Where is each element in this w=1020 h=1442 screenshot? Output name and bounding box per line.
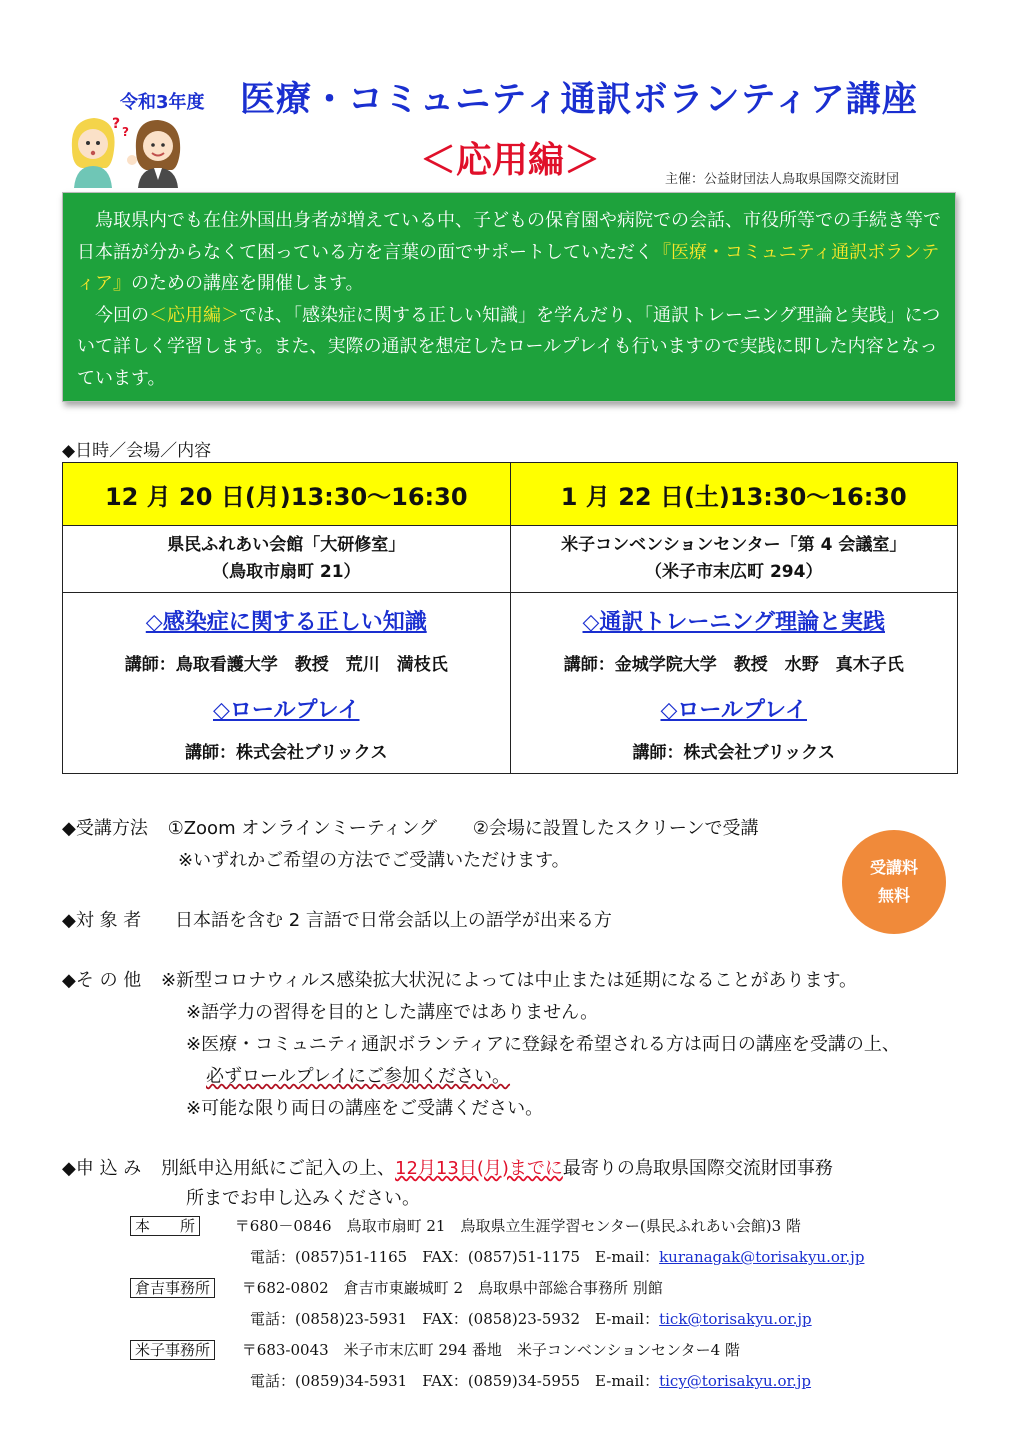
date-row — [63, 463, 958, 526]
page-subtitle: ＜応用編＞ — [420, 140, 601, 181]
intro-text: のための講座を開催します。 — [131, 273, 364, 294]
office-address: 〒683-0043 米子市末広町 294 番地 米子コンベンションセンター4 階 — [241, 1341, 740, 1359]
intro-text: 鳥取県内でも在住外国出身者が増えている中、子どもの保育園や病院での会話、市役所等での手続き等で日本語が分からなくて困っている方を言葉の面でサポートしていただく — [77, 210, 941, 263]
page-title: 医療・コミュニティ通訳ボランティア講座 — [240, 80, 918, 120]
apply-label: ◆申 込 み — [62, 1158, 142, 1179]
office-address: 〒680－0846 鳥取市扇町 21 鳥取県立生涯学習センター(県民ふれあい会館)3 階 — [234, 1217, 801, 1235]
topic-link[interactable]: ◇感染症に関する正しい知識 — [145, 610, 427, 635]
venue-row — [63, 526, 958, 593]
woman-confused-icon — [72, 116, 129, 188]
target-row — [62, 906, 612, 932]
sponsor-label: 主催：公益財団法人鳥取県国際交流財団 — [665, 172, 900, 187]
office-yonago — [130, 1339, 740, 1360]
lecturer-label: 講師：株式会社ブリックス — [632, 743, 835, 763]
office-kurayoshi-contact — [250, 1308, 812, 1329]
venue-cell — [510, 526, 958, 593]
other-note-3a: ※医療・コミュニティ通訳ボランティアに登録を希望される方は両日の講座を受講の上、 — [186, 1034, 900, 1055]
office-main-contact — [250, 1246, 864, 1267]
roleplay-link[interactable]: ◇ロールプレイ — [213, 698, 360, 723]
venue-address: （鳥取市扇町 21） — [211, 562, 361, 582]
office-yonago-contact — [250, 1370, 811, 1391]
other-note-1: ※新型コロナウィルス感染拡大状況によっては中止または延期になることがあります。 — [161, 970, 858, 991]
apply-row — [62, 1154, 833, 1180]
other-note-3b: 必ずロールプレイにご参加ください。 — [206, 1066, 511, 1087]
apply-text-cont: 所までお申し込みください。 — [186, 1188, 420, 1209]
intro-highlight: 『医療・コミュニティ通訳ボランティア』 — [77, 241, 940, 294]
svg-text:?: ? — [112, 116, 121, 132]
venue-name: 米子コンベンションセンター「第 4 会議室」 — [561, 535, 907, 555]
schedule-table — [62, 462, 958, 774]
office-contact: 電話：(0859)34-5931 FAX：(0859)34-5955 E-mail： — [250, 1372, 660, 1390]
method-label: ◆受講方法 — [62, 818, 148, 839]
office-label: 米子事務所 — [130, 1340, 215, 1360]
office-main — [130, 1215, 801, 1236]
fee-line-2: 無料 — [877, 886, 910, 905]
lecturer-label: 講師：株式会社ブリックス — [185, 743, 388, 763]
topic-link[interactable]: ◇通訳トレーニング理論と実践 — [582, 610, 885, 635]
apply-text: 別紙申込用紙にご記入の上、 — [161, 1158, 396, 1179]
roleplay-link[interactable]: ◇ロールプレイ — [660, 698, 807, 723]
venue-address: （米子市末広町 294） — [645, 562, 823, 582]
method-note: ※いずれかご希望の方法でご受講いただけます。 — [178, 850, 570, 871]
free-fee-badge — [842, 830, 946, 934]
other-label: ◆そ の 他 — [62, 970, 142, 991]
apply-text: 最寄りの鳥取県国際交流財団事務 — [562, 1158, 833, 1179]
schedule-heading: ◆日時／会場／内容 — [62, 441, 212, 461]
people-illustration — [62, 108, 192, 188]
office-email-link[interactable]: kuranagak@torisakyu.or.jp — [659, 1248, 865, 1266]
intro-box — [62, 192, 956, 402]
office-email-link[interactable]: ticy@torisakyu.or.jp — [659, 1372, 812, 1390]
intro-text: 今回の — [95, 304, 149, 326]
year-label: 令和3年度 — [120, 92, 205, 113]
svg-text:?: ? — [122, 125, 129, 139]
lecturer-label: 講師：金城学院大学 教授 水野 真木子氏 — [563, 655, 904, 675]
content-cell — [510, 593, 958, 774]
intro-text: では、「感染症に関する正しい知識」を学んだり、「通訳トレーニング理論と実践」について詳しく学習します。また、実際の通訳を想定したロールプレイも行いますので実践に即した内容となっています。 — [77, 304, 941, 389]
other-note-4: ※可能な限り両日の講座をご受講ください。 — [186, 1098, 544, 1119]
intro-paragraph-2 — [77, 300, 945, 395]
other-note-2: ※語学力の習得を目的とした講座ではありません。 — [186, 1002, 599, 1023]
other-row — [62, 966, 857, 992]
target-label: ◆対 象 者 — [62, 910, 142, 931]
session-date: 12 月 20 日(月)13:30～16:30 — [63, 463, 511, 526]
method-option-2: ②会場に設置したスクリーンで受講 — [472, 818, 759, 839]
content-row — [63, 593, 958, 774]
lecturer-label: 講師：鳥取看護大学 教授 荒川 満枝氏 — [124, 655, 448, 675]
fee-line-1: 受講料 — [869, 858, 918, 877]
content-cell — [63, 593, 511, 774]
session-date: 1 月 22 日(土)13:30～16:30 — [510, 463, 958, 526]
venue-cell — [63, 526, 511, 593]
method-option-1: ①Zoom オンラインミーティング — [167, 818, 437, 839]
venue-name: 県民ふれあい会館「大研修室」 — [167, 535, 406, 555]
office-address: 〒682-0802 倉吉市東巌城町 2 鳥取県中部総合事務所 別館 — [241, 1279, 663, 1297]
woman-explaining-icon — [127, 120, 180, 188]
office-label: 倉吉事務所 — [130, 1278, 215, 1298]
intro-highlight: ＜応用編＞ — [149, 304, 239, 326]
method-row — [62, 814, 759, 840]
intro-paragraph-1 — [77, 205, 945, 300]
office-kurayoshi — [130, 1277, 663, 1298]
office-contact: 電話：(0857)51-1165 FAX：(0857)51-1175 E-mail： — [250, 1248, 660, 1266]
office-email-link[interactable]: tick@torisakyu.or.jp — [659, 1310, 812, 1328]
target-text: 日本語を含む 2 言語で日常会話以上の語学が出来る方 — [175, 910, 612, 931]
office-label: 本 所 — [130, 1216, 200, 1236]
apply-deadline: 12月13日(月)までに — [395, 1158, 563, 1179]
office-contact: 電話：(0858)23-5931 FAX：(0858)23-5932 E-mail： — [250, 1310, 660, 1328]
